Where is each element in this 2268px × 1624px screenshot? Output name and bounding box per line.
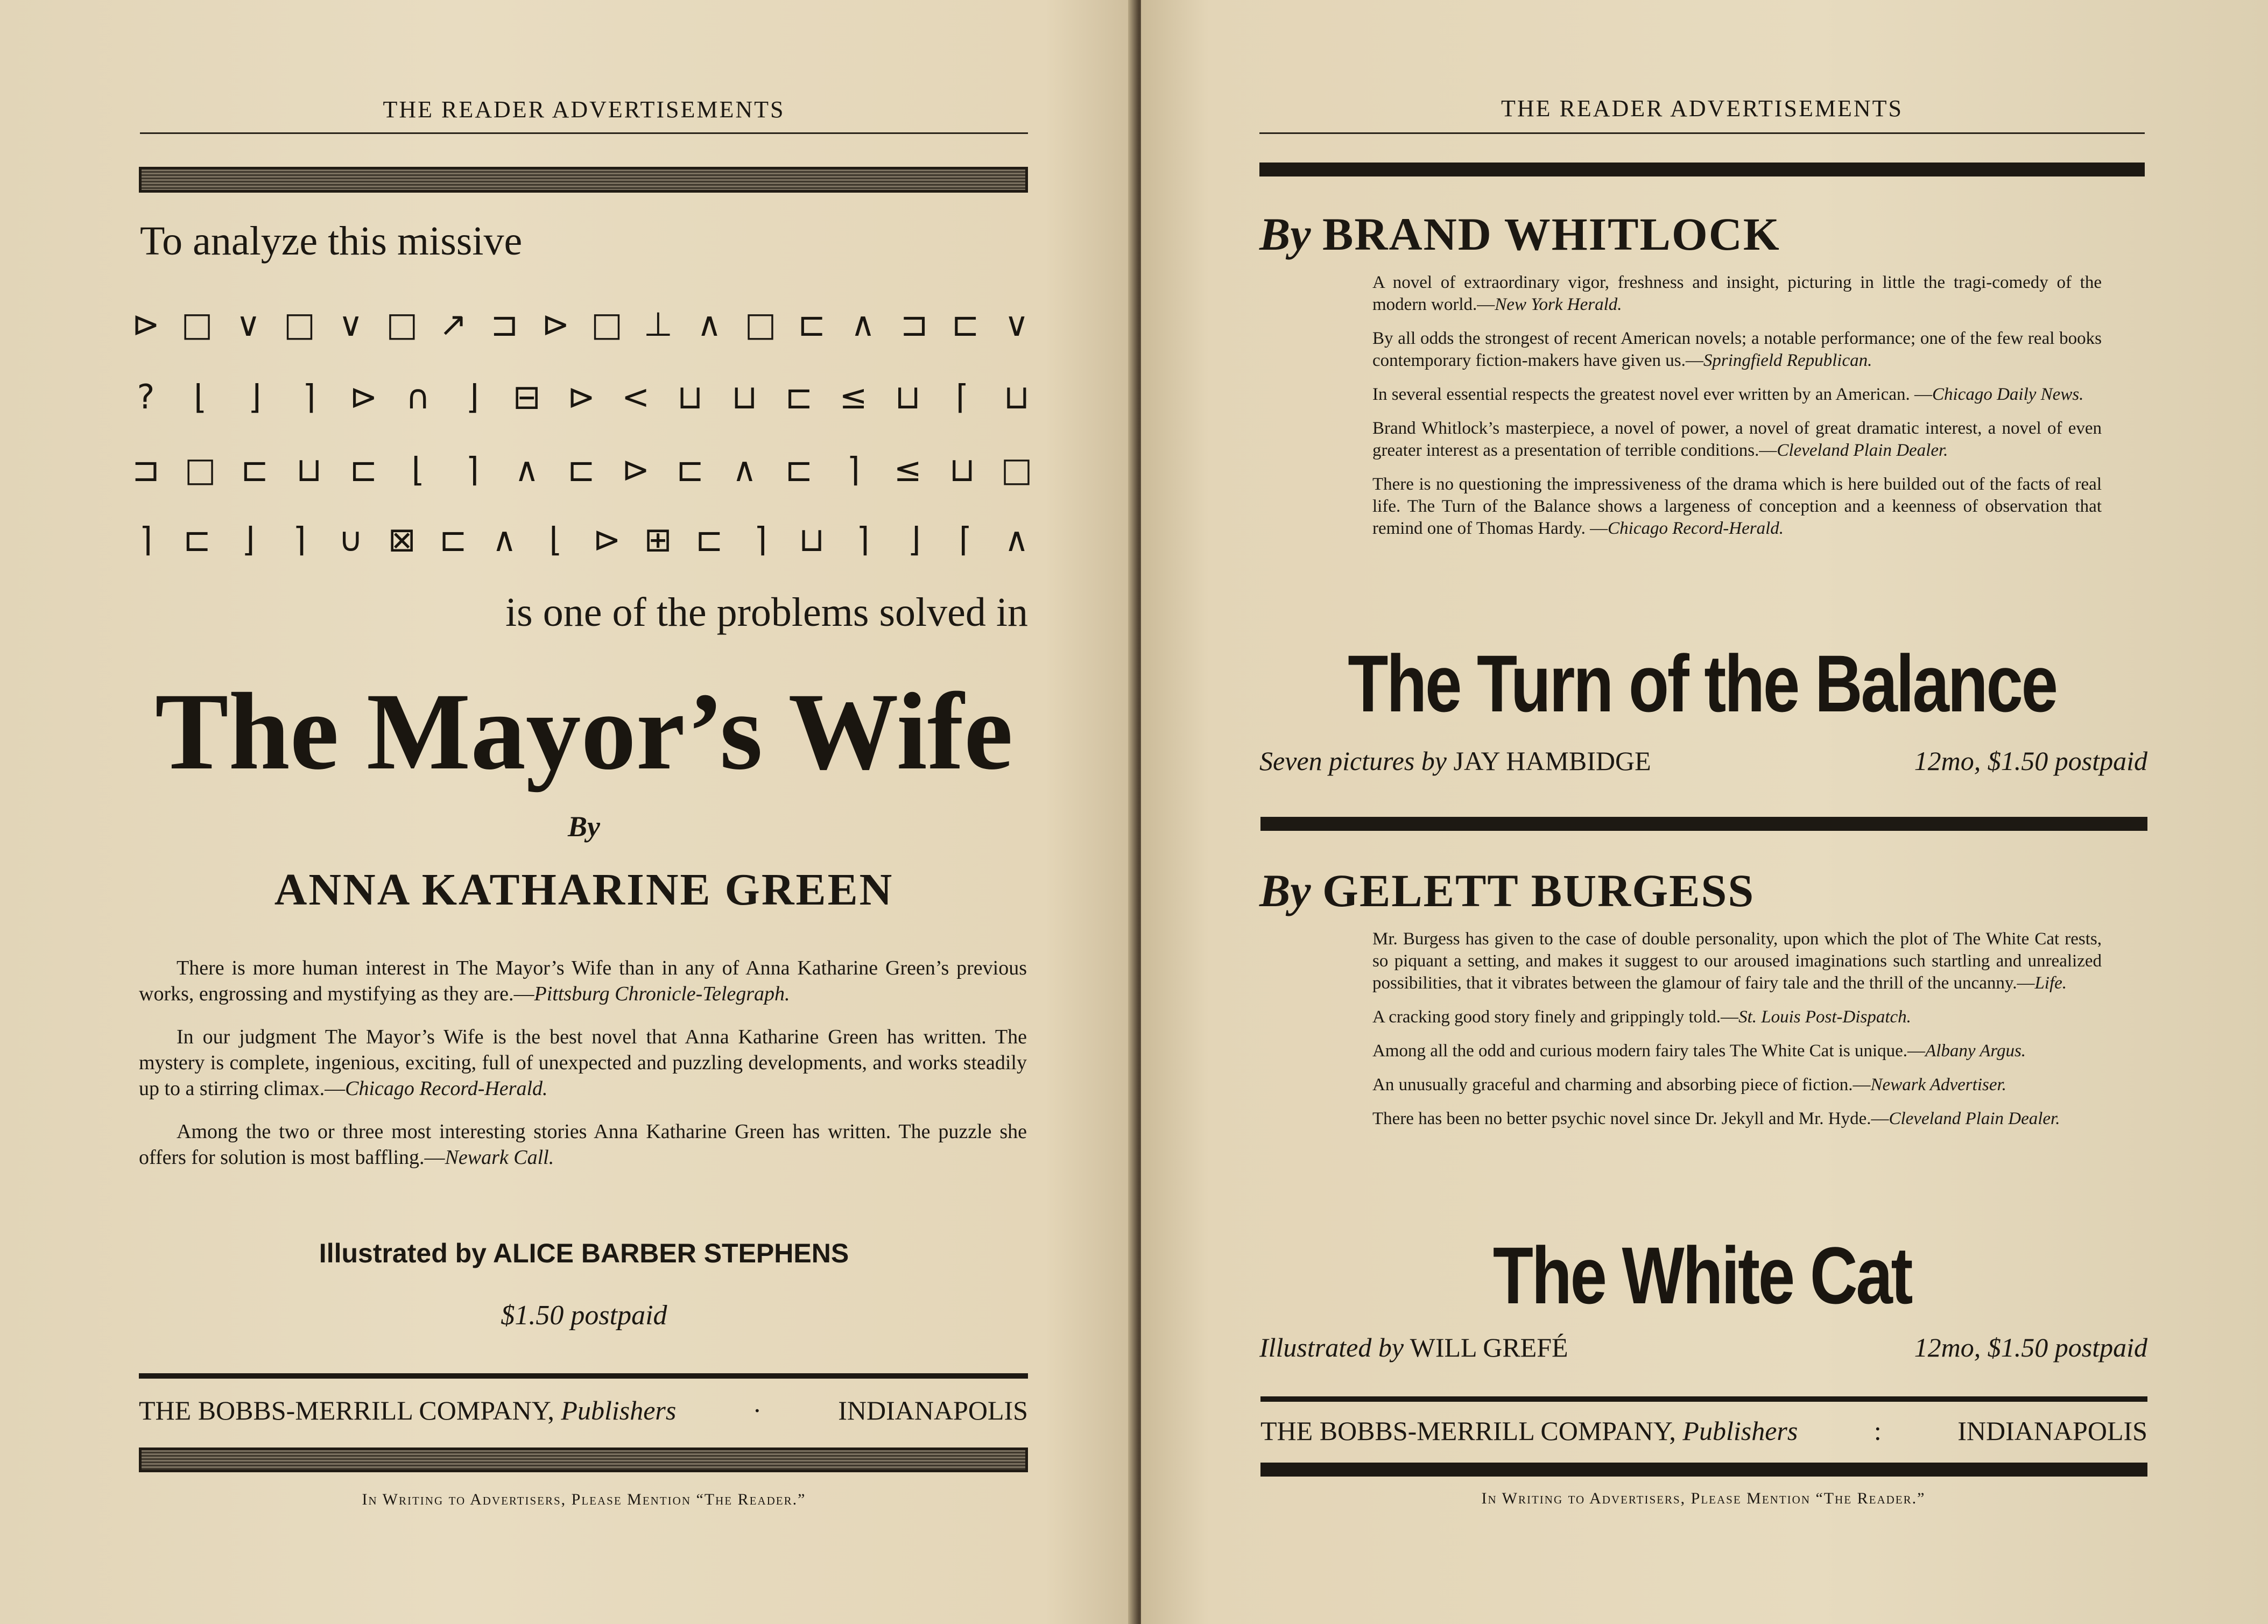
cipher-glyph: ⊳ xyxy=(132,304,160,344)
cipher-glyph: ⊳ xyxy=(593,519,621,559)
review-source: Newark Advertiser. xyxy=(1870,1075,2006,1095)
solved-line: is one of the problems solved in xyxy=(505,590,1028,635)
review-source: St. Louis Post-Dispatch. xyxy=(1738,1007,1911,1027)
cipher-glyph: ⊟ xyxy=(512,377,541,416)
separator-colon: : xyxy=(1873,1416,1882,1446)
book-title: The Turn of the Balance xyxy=(1348,638,2056,729)
review-quote xyxy=(1372,272,2102,316)
cipher-glyph: □ xyxy=(181,304,213,344)
cipher-glyph: ⊔ xyxy=(894,377,921,416)
publisher-name: THE BOBBS-MERRILL COMPANY, xyxy=(139,1395,554,1425)
book-title: The White Cat xyxy=(1492,1230,1912,1321)
cipher-row xyxy=(129,371,1033,422)
cipher-glyph: ⊐ xyxy=(132,449,160,489)
cipher-glyph: ∩ xyxy=(405,377,431,416)
cipher-glyph: ∨ xyxy=(236,304,261,344)
review-text: A cracking good story finely and grippingly told.— xyxy=(1372,1007,1739,1027)
cipher-glyph: □ xyxy=(284,304,315,344)
cipher-glyph: ⌉ xyxy=(847,449,860,489)
cipher-glyph: ⊏ xyxy=(785,377,813,416)
publisher-group xyxy=(1260,1415,1798,1446)
review-list xyxy=(1372,928,2102,1142)
review-quote xyxy=(1372,1040,2102,1062)
cipher-glyph: ≤ xyxy=(893,449,922,489)
cipher-glyph: □ xyxy=(184,449,216,489)
review-source: Chicago Record-Herald. xyxy=(345,1077,548,1100)
review-text: In our judgment The Mayor’s Wife is the best novel that Anna Katharine Green has written. The mystery is complete, ingenious, exciting, full of unexpected and puzzling developments, and works steadily up to a stirring climax.— xyxy=(139,1026,1027,1100)
review-text: Brand Whitlock’s masterpiece, a novel of power, a novel of great dramatic interest, a novel of even greater interest as a presentation of terrible conditions.— xyxy=(1372,419,2102,460)
cipher-glyph: ⌋ xyxy=(242,519,255,559)
rule-bar xyxy=(1260,1396,2147,1402)
header-rule xyxy=(1259,132,2145,134)
review-quote xyxy=(1372,418,2102,462)
cipher-row xyxy=(129,514,1033,565)
review-quote xyxy=(1372,1108,2102,1130)
cipher-glyph: □ xyxy=(591,304,623,344)
publisher-role: Publishers xyxy=(1682,1416,1798,1446)
separator-dot: · xyxy=(752,1395,762,1425)
author-name: BRAND WHITLOCK xyxy=(1322,208,1780,260)
publisher-name: THE BOBBS-MERRILL COMPANY, xyxy=(1260,1416,1676,1446)
ornamental-band-top xyxy=(139,167,1028,193)
cipher-glyph: ⊔ xyxy=(949,449,976,489)
cipher-glyph: ⌉ xyxy=(753,519,767,559)
review-quote xyxy=(1372,1074,2102,1096)
cipher-glyph: < xyxy=(622,377,650,416)
by-label: By xyxy=(1259,865,1311,916)
review-text: Mr. Burgess has given to the case of double personality, upon which the plot of The White Cat rests, so piquant a setting, and makes it suggest to our aroused imaginations such startling and unrealized possibilities, that it vibrates between the glamour of fairy tale and the thrill of the uncanny.— xyxy=(1372,929,2102,993)
publisher-city: INDIANAPOLIS xyxy=(838,1395,1028,1425)
cipher-glyph: □ xyxy=(1001,449,1033,489)
price: 12mo, $1.50 postpaid xyxy=(1914,746,2147,776)
rule-bar xyxy=(1260,817,2147,831)
price: $1.50 postpaid xyxy=(501,1300,667,1331)
review-source: Cleveland Plain Dealer. xyxy=(1777,441,1948,460)
review-text: There is no questioning the impressiveness of the drama which is here builded out of the facts of real life. The Turn of the Balance shows a largeness of conception and a keenness of observation that remind one of Thomas Hardy. — xyxy=(1372,475,2102,538)
publisher-line xyxy=(139,1395,1028,1432)
review-source: Springfield Republican. xyxy=(1703,351,1872,370)
cipher-glyph: ⊳ xyxy=(349,377,378,416)
cipher-glyph: ⊞ xyxy=(644,519,672,559)
cipher-glyph: □ xyxy=(386,304,418,344)
cipher-glyph: ∧ xyxy=(850,304,876,344)
cipher-glyph: ⊔ xyxy=(1003,377,1030,416)
review-text: In several essential respects the greatest novel ever written by an American. — xyxy=(1372,385,1933,404)
right-page xyxy=(1141,0,2268,1624)
rule-bar xyxy=(139,1373,1028,1379)
cipher-glyph: ≤ xyxy=(839,377,868,416)
credit-line xyxy=(1259,745,2147,783)
cipher-glyph: ⌊ xyxy=(411,449,425,489)
cipher-glyph: ⊥ xyxy=(643,304,673,344)
cipher-glyph: ∨ xyxy=(338,304,363,344)
cipher-glyph: ⊳ xyxy=(567,377,595,416)
cipher-glyph: ⊏ xyxy=(798,304,826,344)
review-quote xyxy=(139,1024,1027,1102)
cipher-glyph: ∪ xyxy=(338,519,363,559)
cipher-glyph: ⌈ xyxy=(959,519,972,559)
running-head: THE READER ADVERTISEMENTS xyxy=(383,96,785,123)
review-quote xyxy=(1372,384,2102,406)
cipher-row xyxy=(129,444,1033,495)
cipher-glyph: ∧ xyxy=(515,449,539,489)
cipher-glyph: ⊐ xyxy=(490,304,519,344)
cipher-glyph: ⊏ xyxy=(439,519,467,559)
cipher-glyph: ⊏ xyxy=(183,519,212,559)
rule-bar xyxy=(1259,163,2145,176)
cipher-glyph: ∧ xyxy=(492,519,517,559)
cipher-glyph: ⊔ xyxy=(799,519,825,559)
publisher-line xyxy=(1260,1415,2147,1453)
review-list xyxy=(139,955,1027,1188)
cipher-glyph: ⊏ xyxy=(349,449,378,489)
cipher-glyph: ⌋ xyxy=(466,377,479,416)
cipher-glyph: ⊔ xyxy=(296,449,322,489)
review-source: New York Herald. xyxy=(1495,295,1622,314)
by-label: By xyxy=(1259,208,1311,260)
cipher-glyph: □ xyxy=(744,304,777,344)
review-source: Chicago Record-Herald. xyxy=(1608,519,1784,538)
review-text: By all odds the strongest of recent American novels; a notable performance; one of the few real books contemporary fiction-makers have given us.— xyxy=(1372,329,2102,370)
cipher-glyph: ⊏ xyxy=(785,449,813,489)
cipher-glyph: ⌊ xyxy=(194,377,207,416)
publisher-city: INDIANAPOLIS xyxy=(1957,1416,2147,1446)
review-source: Newark Call. xyxy=(445,1146,554,1169)
review-source: Chicago Daily News. xyxy=(1932,385,2084,404)
cipher-glyph: ⌉ xyxy=(293,519,306,559)
illustrator-credit: Illustrated by ALICE BARBER STEPHENS xyxy=(319,1238,849,1268)
review-quote xyxy=(1372,328,2102,372)
cipher-glyph: ⌋ xyxy=(907,519,921,559)
review-quote xyxy=(1372,1006,2102,1028)
author-name: ANNA KATHARINE GREEN xyxy=(274,865,894,915)
author-name: GELETT BURGESS xyxy=(1322,865,1755,916)
ad-heading xyxy=(1259,864,1755,917)
review-source: Life. xyxy=(2034,973,2067,993)
cipher-glyph: ⌉ xyxy=(466,449,479,489)
cipher-glyph: ⊔ xyxy=(731,377,758,416)
cipher-glyph: ⊳ xyxy=(541,304,570,344)
footer-note: In Writing to Advertisers, Please Mention “The Reader.” xyxy=(1481,1489,1926,1507)
ornamental-band-bottom xyxy=(139,1448,1028,1472)
cipher-glyph: ⌋ xyxy=(248,377,262,416)
header-rule xyxy=(140,132,1028,134)
cipher-glyph: ⊏ xyxy=(951,304,980,344)
cipher-glyph: ⊳ xyxy=(622,449,650,489)
cipher-glyph: ∧ xyxy=(697,304,722,344)
review-text: Among all the odd and curious modern fairy tales The White Cat is unique.— xyxy=(1372,1041,1926,1061)
rule-bar xyxy=(1260,1463,2147,1477)
cipher-glyph: ⌊ xyxy=(549,519,562,559)
cipher-glyph: ⌉ xyxy=(302,377,316,416)
review-source: Cleveland Plain Dealer. xyxy=(1889,1109,2060,1128)
ad-heading xyxy=(1259,207,1780,261)
cipher-glyph: ⌈ xyxy=(955,377,969,416)
cipher-glyph: ⊔ xyxy=(677,377,703,416)
publisher-group xyxy=(139,1395,676,1426)
cipher-row xyxy=(129,299,1033,350)
review-text: A novel of extraordinary vigor, freshness and insight, picturing in little the tragi-comedy of the modern world.— xyxy=(1372,273,2102,314)
cipher-glyph: ⊏ xyxy=(695,519,723,559)
footer-note: In Writing to Advertisers, Please Mention “The Reader.” xyxy=(362,1491,806,1508)
review-text: There is more human interest in The Mayor’s Wife than in any of Anna Katharine Green’s previous works, engrossing and mystifying as they are.— xyxy=(139,957,1027,1005)
cipher-glyph: ⊐ xyxy=(900,304,928,344)
publisher-role: Publishers xyxy=(561,1395,677,1425)
review-quote xyxy=(139,955,1027,1007)
illustrator-credit: Seven pictures by JAY HAMBIDGE xyxy=(1259,746,1651,776)
review-quote xyxy=(139,1119,1027,1170)
review-text: There has been no better psychic novel since Dr. Jekyll and Mr. Hyde.— xyxy=(1372,1109,1889,1128)
cipher-glyph: ⊏ xyxy=(241,449,269,489)
running-head: THE READER ADVERTISEMENTS xyxy=(1501,95,1903,122)
cipher-glyph: ? xyxy=(137,377,155,416)
cipher-glyph: ⌉ xyxy=(856,519,870,559)
review-list xyxy=(1372,272,2102,552)
book-title: The Mayor’s Wife xyxy=(154,670,1013,793)
cipher-glyph: ∨ xyxy=(1004,304,1029,344)
credit-line xyxy=(1259,1332,2147,1369)
intro-text: To analyze this missive xyxy=(140,218,523,264)
review-source: Pittsburg Chronicle-Telegraph. xyxy=(534,983,790,1005)
review-text: Among the two or three most interesting stories Anna Katharine Green has written. The puzzle she offers for solution is most baffling.— xyxy=(139,1120,1027,1169)
review-text: An unusually graceful and charming and absorbing piece of fiction.— xyxy=(1372,1075,1871,1095)
illustrator-credit: Illustrated by WILL GREFÉ xyxy=(1259,1332,1568,1362)
cipher-glyph: ⊏ xyxy=(676,449,705,489)
cipher-glyph: ∧ xyxy=(1004,519,1029,559)
review-source: Albany Argus. xyxy=(1925,1041,2026,1061)
cipher-glyph: ∧ xyxy=(732,449,757,489)
review-quote xyxy=(1372,474,2102,540)
cipher-glyph: ⊠ xyxy=(388,519,416,559)
cipher-glyph: ⌉ xyxy=(139,519,153,559)
cipher-glyph: ↗ xyxy=(439,304,467,344)
price: 12mo, $1.50 postpaid xyxy=(1914,1332,2147,1362)
cipher-glyph: ⊏ xyxy=(567,449,595,489)
by-label: By xyxy=(568,810,600,843)
review-quote xyxy=(1372,928,2102,994)
